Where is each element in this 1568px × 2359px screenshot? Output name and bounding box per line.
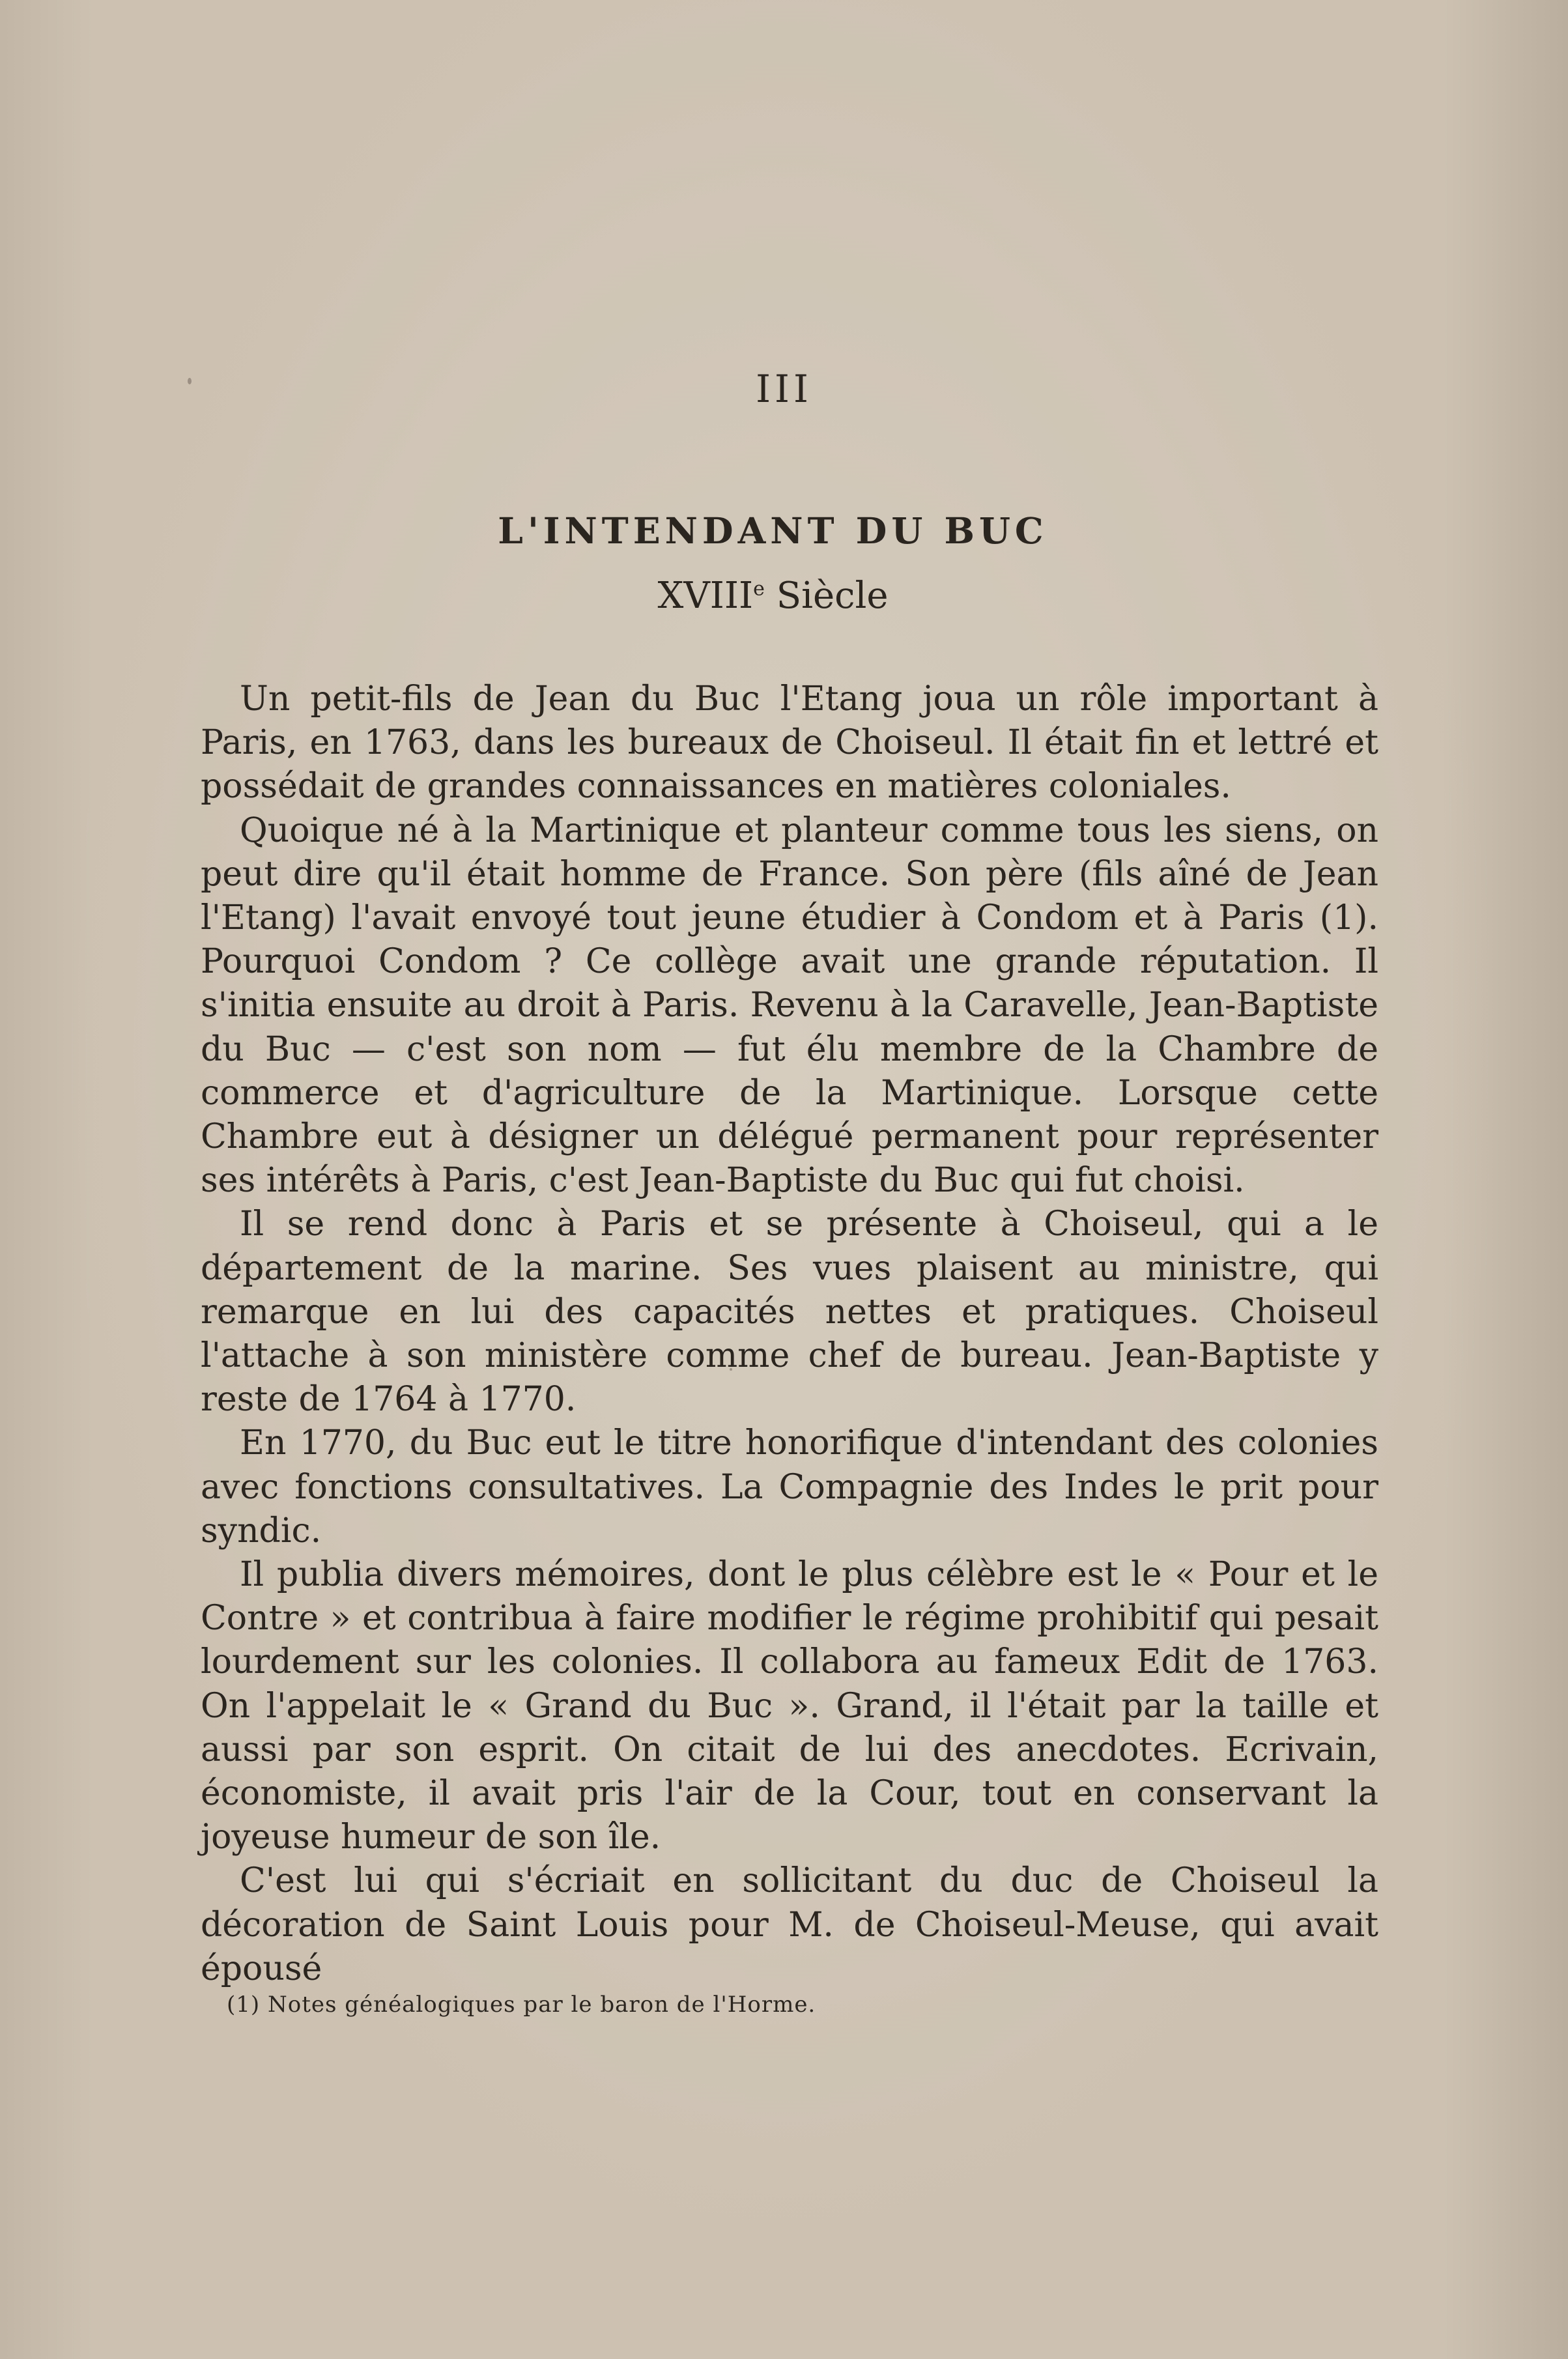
century-numeral: XVIII — [657, 575, 754, 617]
paragraph: C'est lui qui s'écriait en sollicitant du duc de Choiseul la décoration de Saint Louis pour M. de Choiseul-Meuse, qui avait épousé — [201, 1861, 1378, 1988]
paragraph: Il publia divers mémoires, dont le plus célèbre est le « Pour et le Contre » et contribua à faire modifier le régime prohibitif qui pesait lourdement sur les colonies. Il collabora au fameux Edit de 1763. On l'appelait le « Grand du Buc ». Grand, il l'était par la taille et aussi par son esprit. On citait de lui des anecdotes. Ecrivain, économiste, il avait pris l'air de la Cour, tout en conservant la joyeuse humeur de son île. — [201, 1555, 1378, 1857]
footnote: (1) Notes généalogiques par le baron de l'Horme. — [227, 1992, 816, 2018]
paragraph: Un petit-fils de Jean du Buc l'Etang joua un rôle important à Paris, en 1763, dans les bureaux de Choiseul. Il était fin et lettré et possédait de grandes connaissances en matières coloniales. — [201, 679, 1378, 807]
body-text — [201, 678, 1378, 1991]
paper-speck — [188, 378, 192, 384]
paragraph: En 1770, du Buc eut le titre honorifique d'intendant des colonies avec fonctions consultatives. La Compagnie des Indes le prit pour syndic. — [201, 1423, 1378, 1551]
paragraph: Quoique né à la Martinique et planteur comme tous les siens, on peut dire qu'il était homme de France. Son père (fils aîné de Jean l'Etang) l'avait envoyé tout jeune étudier à Condom et à Paris (1). Pourquoi Condom ? Ce collège avait une grande réputation. Il s'initia ensuite au droit à Paris. Revenu à la Caravelle, Jean-Baptiste du Buc — c'est son nom — fut élu membre de la Chambre de commerce et d'agriculture de la Martinique. Lorsque cette Chambre eut à désigner un délégué permanent pour représenter ses intérêts à Paris, c'est Jean-Baptiste du Buc qui fut choisi. — [201, 810, 1378, 1201]
century-word: Siècle — [776, 575, 889, 617]
paper-speck — [1238, 1003, 1241, 1005]
century-superscript: e — [753, 577, 765, 601]
chapter-number: III — [756, 367, 812, 411]
chapter-title: L'INTENDANT DU BUC — [498, 509, 1048, 552]
paper-speck — [730, 1368, 732, 1371]
paragraph: Il se rend donc à Paris et se présente à Choiseul, qui a le département de la marine. Ses vues plaisent au ministre, qui remarque en lui des capacités nettes et pratiques. Choiseul l'attache à son ministère comme chef de bureau. Jean-Baptiste y reste de 1764 à 1770. — [201, 1205, 1378, 1420]
chapter-subtitle — [0, 573, 1546, 619]
